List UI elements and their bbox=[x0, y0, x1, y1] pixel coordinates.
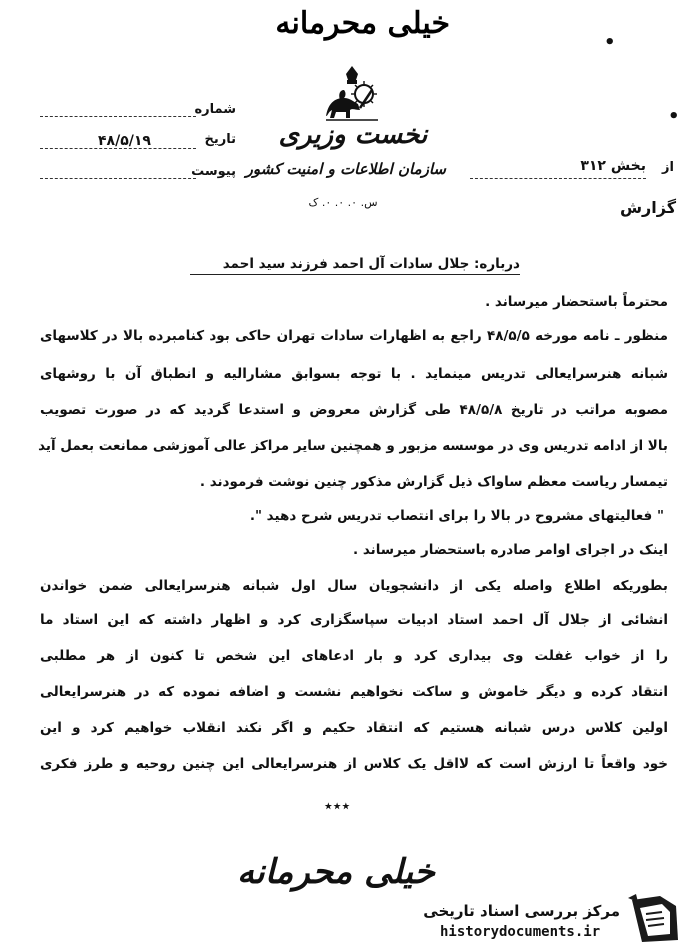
watermark-name: مرکز بررسی اسناد تاریخی bbox=[423, 902, 620, 920]
body-line: اینک در اجرای اوامر صادره باستحضار میرساند . bbox=[353, 542, 668, 558]
classification-stamp-bottom: خیلی محرمانه bbox=[237, 852, 435, 892]
date-line bbox=[40, 148, 196, 149]
from-line bbox=[470, 178, 646, 179]
date-value: ۴۸/۵/۱۹ bbox=[98, 133, 151, 149]
body-line: " فعالیتهای مشروح در بالا را برای انتصاب تدریس شرح دهید ". bbox=[249, 508, 664, 524]
body-line: خود واقعاً تا ارزش است که لااقل یک کلاس از هنرسرایعالی این چنین روحیه و طرز فکری bbox=[40, 756, 668, 772]
attachment-line bbox=[40, 178, 196, 179]
subject-line: درباره: جلال سادات آل احمد فرزند سید احمد bbox=[190, 256, 520, 275]
date-label: تاریخ bbox=[204, 132, 236, 147]
lion-and-sun-emblem-icon bbox=[320, 64, 384, 124]
body-line: اولین کلاس درس شبانه هستیم که انتقاد حکیم و اگر نکند انقلاب خواهیم کرد و این bbox=[40, 720, 668, 736]
from-value: بخش ۳۱۲ bbox=[580, 158, 646, 174]
dot-mark: • bbox=[668, 106, 680, 127]
body-line: انتقاد کرده و دیگر خاموش و ساکت نخواهیم نشست و اضافه نموده که در هنرسرایعالی bbox=[40, 684, 668, 700]
body-line: منظور ـ نامه مورخه ۴۸/۵/۵ راجع به اظهارات سادات تهران حاکی بود کنامبرده بالا در کلاسهای bbox=[40, 328, 669, 344]
body-line: را از خواب غفلت وی بیداری کرد و بار ادعاهای این شخص تا کنون از هر مطلبی bbox=[40, 648, 668, 664]
attachment-label: پیوست bbox=[191, 164, 236, 179]
body-line: انشائی از جلال آل احمد استاد ادبیات سپاسگزاری کرد و اظهار داشته که این استاد ما bbox=[40, 612, 668, 628]
dot-mark: • bbox=[604, 32, 616, 53]
body-line: بطوریکه اطلاع واصله یکی از دانشجویان سال اول شبانه هنرسرایعالی ضمن خواندن bbox=[40, 578, 668, 594]
report-label: گزارش bbox=[619, 198, 676, 217]
body-line: بالا از ادامه تدریس وی در موسسه مزبور و همچنین سایر مراکز عالی آموزشی ممانعت بعمل آید bbox=[38, 438, 668, 454]
emblem-reference: س. ۰. ۰. ۰. ک bbox=[308, 196, 378, 209]
watermark-url: historydocuments.ir bbox=[440, 924, 601, 940]
body-line: تیمسار ریاست معظم ساواک ذیل گزارش مذکور چنین نوشت فرمودند . bbox=[199, 474, 668, 490]
watermark-logo-icon bbox=[626, 892, 684, 946]
number-label: شماره bbox=[194, 102, 236, 117]
classification-stamp-top: خیلی محرمانه bbox=[275, 6, 450, 41]
body-line: محترماً باستحضار میرساند . bbox=[485, 294, 668, 310]
number-line bbox=[40, 116, 196, 117]
emblem-title: نخست وزیری bbox=[278, 120, 428, 150]
end-marker-stars: ٭٭٭ bbox=[324, 796, 351, 815]
body-line: شبانه هنرسرایعالی تدریس مینماید . با توجه بسوابق مشارالیه و انطباق آن با روشهای bbox=[40, 366, 668, 382]
body-line: مصوبه مراتب در تاریخ ۴۸/۵/۸ طی گزارش معروض و استدعا گردید که در صورت تصویب bbox=[40, 402, 669, 418]
from-label: از bbox=[662, 160, 674, 175]
emblem-subtitle: سازمان اطلاعات و امنیت کشور bbox=[245, 160, 446, 178]
